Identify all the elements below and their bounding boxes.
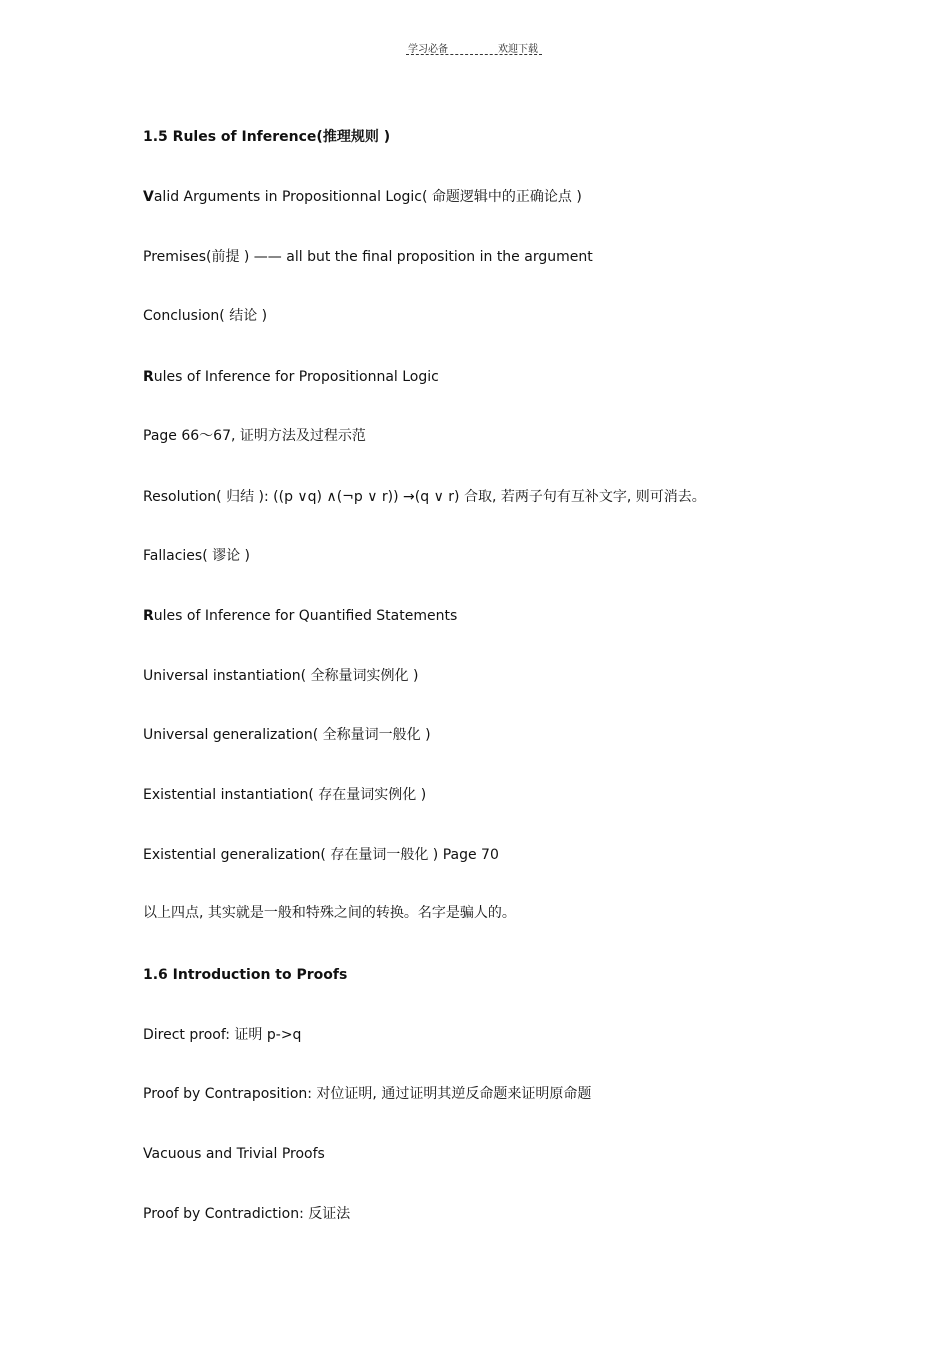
section-heading-1-5: 1.5 Rules of Inference(推理规则 ) xyxy=(143,129,391,145)
line-fallacies: Fallacies( 谬论 ) xyxy=(143,548,251,564)
drop-cap: R xyxy=(143,369,154,385)
line-universal-instantiation: Universal instantiation( 全称量词实例化 ) xyxy=(143,668,419,684)
header-left-text: 学习必备 xyxy=(408,44,448,55)
line-text: alid Arguments in Propositionnal Logic( 命题逻辑中的正确论点 ) xyxy=(153,189,582,205)
header-dashed-rule xyxy=(406,54,542,55)
drop-cap: R xyxy=(143,608,154,624)
line-proof-contradiction: Proof by Contradiction: 反证法 xyxy=(143,1206,351,1222)
line-text: ules of Inference for Quantified Statements xyxy=(153,608,458,624)
line-premises: Premises(前提 ) —— all but the final proposition in the argument xyxy=(143,249,593,265)
line-summary-note: 以上四点, 其实就是一般和特殊之间的转换。名字是骗人的。 xyxy=(143,905,516,921)
line-resolution: Resolution( 归结 ): ((p ∨q) ∧(¬p ∨ r)) →(q ∨ r) 合取, 若两子句有互补文字, 则可消去。 xyxy=(143,489,706,505)
drop-cap: V xyxy=(143,189,154,205)
line-rules-quantified xyxy=(143,607,457,625)
header-right-text: 欢迎下载 xyxy=(498,44,538,55)
section-heading-1-6: 1.6 Introduction to Proofs xyxy=(143,967,348,983)
line-page-reference: Page 66～67, 证明方法及过程示范 xyxy=(143,428,366,444)
line-rules-propositional xyxy=(143,368,439,386)
line-conclusion: Conclusion( 结论 ) xyxy=(143,308,268,324)
line-proof-contraposition: Proof by Contraposition: 对位证明, 通过证明其逆反命题来证明原命题 xyxy=(143,1086,592,1102)
line-text: ules of Inference for Propositionnal Logic xyxy=(153,369,439,385)
line-direct-proof: Direct proof: 证明 p->q xyxy=(143,1027,302,1043)
line-existential-instantiation: Existential instantiation( 存在量词实例化 ) xyxy=(143,787,427,803)
line-vacuous-trivial: Vacuous and Trivial Proofs xyxy=(143,1146,325,1162)
line-universal-generalization: Universal generalization( 全称量词一般化 ) xyxy=(143,727,431,743)
line-existential-generalization: Existential generalization( 存在量词一般化 ) Page 70 xyxy=(143,847,499,863)
page-header xyxy=(406,38,542,56)
line-valid-arguments xyxy=(143,188,582,206)
